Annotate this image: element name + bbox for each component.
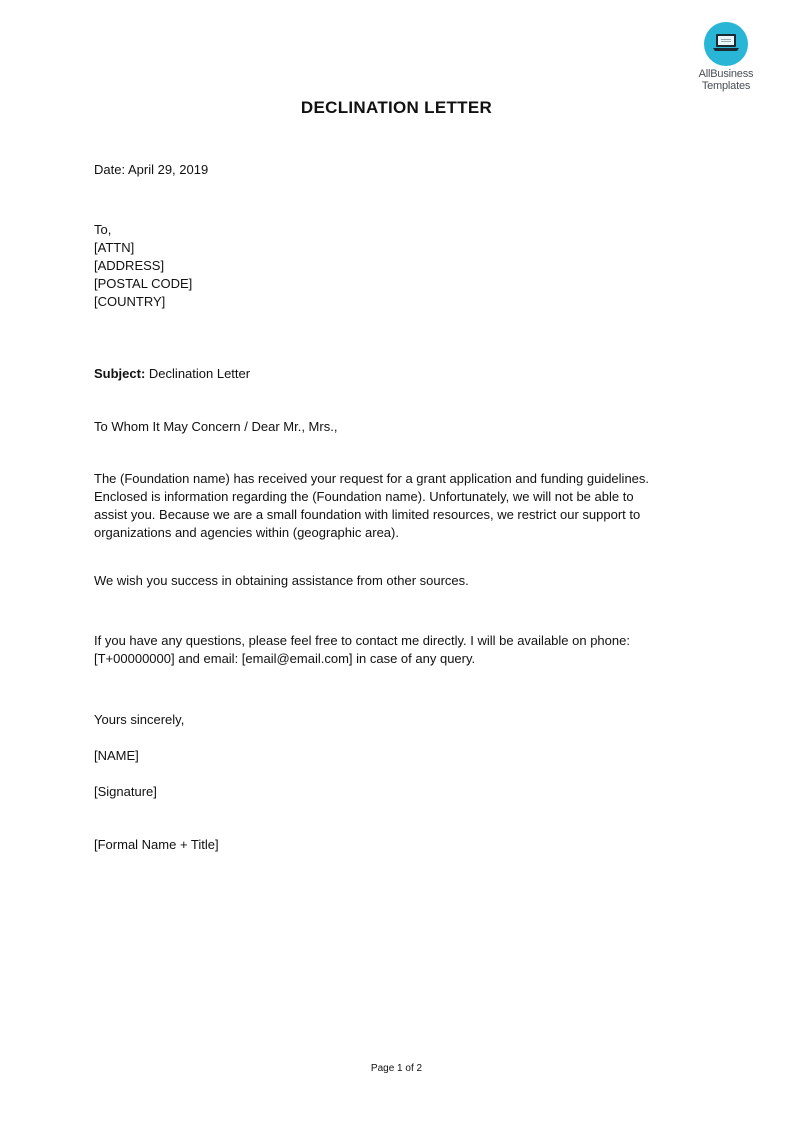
logo-line-1: AllBusiness (698, 68, 754, 80)
paragraph-line: [T+00000000] and email: [email@email.com] in case of any query. (94, 651, 476, 666)
sign-off: Yours sincerely, (94, 712, 185, 727)
paragraph-line: Enclosed is information regarding the (Foundation name). Unfortunately, we will not be able to (94, 489, 634, 504)
body-paragraph-2: We wish you success in obtaining assistance from other sources. (94, 573, 469, 588)
paragraph-line: assist you. Because we are a small foundation with limited resources, we restrict our support to (94, 507, 641, 522)
page-number: Page 1 of 2 (370, 1063, 423, 1074)
address-country: [COUNTRY] (94, 294, 166, 309)
formal-name-title: [Formal Name + Title] (94, 837, 219, 852)
paragraph-line: If you have any questions, please feel free to contact me directly. I will be available on phone: (94, 633, 630, 648)
logo-line-2: Templates (701, 80, 751, 92)
paragraph-line: organizations and agencies within (geographic area). (94, 525, 399, 540)
signature-placeholder: [Signature] (94, 784, 157, 799)
date-line: Date: April 29, 2019 (94, 162, 209, 177)
allbusiness-templates-logo (690, 22, 762, 92)
subject-label: Subject: (94, 366, 146, 381)
paragraph-line: The (Foundation name) has received your request for a grant application and funding guidelines. (94, 471, 650, 486)
address-to: To, (94, 222, 112, 237)
body-paragraph-3 (94, 632, 684, 668)
subject-value: Declination Letter (148, 366, 251, 381)
subject-line (94, 365, 250, 383)
address-attn: [ATTN] (94, 240, 135, 255)
body-paragraph-1 (94, 470, 684, 542)
laptop-icon (704, 22, 748, 66)
salutation: To Whom It May Concern / Dear Mr., Mrs., (94, 419, 338, 434)
document-title: DECLINATION LETTER (300, 98, 493, 117)
address-postal-code: [POSTAL CODE] (94, 276, 193, 291)
signer-name: [NAME] (94, 748, 139, 763)
logo-text (690, 68, 762, 92)
address-street: [ADDRESS] (94, 258, 165, 273)
